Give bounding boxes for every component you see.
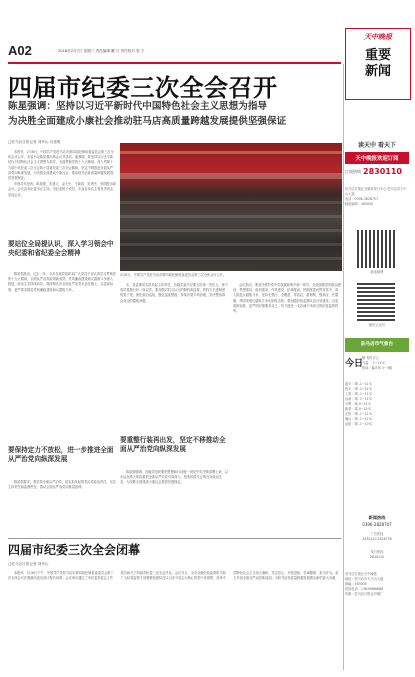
weather-today: 晴 有时多云 气温：-1~11℃ 风向：偏北风 2~3级 (362, 356, 393, 370)
weather-city-row: 泌阳：晴 -1~10℃ (345, 422, 373, 426)
section-heading-1: 要站位全局提认识，深入学习领会中央纪委和省纪委全会精神 (8, 240, 114, 257)
lead-subtitle-1: 陈星强调：坚持以习近平新时代中国特色社会主义思想为指导 (8, 101, 268, 112)
section-body-2: 陈星强要求，要坚持全面从严治党，切实担负起管党治党政治责任，压实主体责任和监督责任，推动全面从严治党向基层延伸。 (8, 480, 116, 490)
middle-body-1: 市、县委要切实担负起主体责任，各级党委书记要当好第一责任人，班子成员要履行好一岗双责。要加强对权力运行的制约和监督，把权力关进制度的笼子里，深化政治巡视，强化巡视整改，持续开展专项治理，坚决整治群众身边的腐败问题。 (120, 283, 228, 303)
middle-heading: 要重整行装再出发，坚定不移推动全面从严治党向纵深发展 (120, 436, 226, 453)
lead-body (8, 150, 116, 235)
contact-head: 新闻热线 (368, 515, 386, 520)
second-body: 本报讯 2月6日下午，中国共产党驻马店市第四届纪律检查委员会第三次全体会议在圆满完成各项议程后闭幕。会议审议通过了市纪委常委会工作报告和关于四届市纪委三次全会决议。会议号召，全市各级纪检监察机关和广大纪检监察干部要紧密团结在以习近平同志为核心的党中央周围，高举中国特色社会主义伟大旗帜，坚定信心、开拓进取，忠诚履职、担当作为，奋力开创全面从严治党新局面，为驻马店高质量跨越发展做出新的更大贡献。 (8, 571, 339, 581)
qr-code-weibo (357, 230, 395, 268)
weather-city-row: 确山：晴 -1~11℃ (345, 417, 373, 421)
qr-code-wechat (357, 283, 395, 321)
office-info: 驻马店日报社天中晚报 地址：驻马店市天中山大道 邮编：463000 投诉电话：13839966888 印刷：驻马店日报社印刷厂 (345, 572, 384, 596)
weather-city-row: 上蔡：晴 -1~11℃ (345, 392, 373, 396)
masthead-section: 重要新闻 (364, 48, 391, 79)
middle-body-2: 陈星强强调，各级党组织要把思想和行动统一到党中央决策部署上来，以永远在路上的执着把全面从严治党引向深入，营造风清气正的良好政治生态，为决胜全面建成小康社会提供坚强保证。 (120, 470, 228, 485)
promo-banner: 天中晚报欢迎订阅 (345, 152, 409, 164)
masthead-logo (345, 28, 411, 100)
weather-city-row: 西平：晴 -1~11℃ (345, 387, 373, 391)
qr-caption-wechat: 微信公众号 (369, 323, 385, 327)
lead-title: 四届市纪委三次全会召开 (8, 74, 278, 102)
photo-caption: 2月6日，中国共产党驻马店市第四届纪律检查委员会第三次全体会议召开。 (120, 273, 227, 277)
qr-caption-weibo: 新浪微博 (370, 270, 384, 274)
section-body-1: 陈星强指出，过去一年，全市各级党组织和广大党员干部认真学习贯彻党的十九大精神，全面从严治党取得新成效，党风廉政建设和反腐败斗争深入推进，政治生态持续向好。要深刻认识全面从严治党永远在路上，以更高标准、更严要求推进党风廉政建设和反腐败斗争。 (8, 272, 116, 292)
weather-brand-text: 驻马店市气象台 (360, 342, 394, 347)
page-number: A02 (8, 43, 32, 58)
weather-city-row: 遂平：晴 -1~11℃ (345, 382, 373, 386)
weather-brand (345, 338, 409, 352)
header-rule (8, 62, 341, 64)
weather-city-row: 平舆：晴 0~11℃ (345, 402, 372, 406)
promo-box (345, 140, 409, 180)
second-article-rule (8, 538, 341, 539)
contact-distribution: 发行热线 2830110 (369, 550, 385, 559)
lead-paragraph: 本报讯 2月6日，中国共产党驻马店市第四届纪律检查委员会第三次全体会议召开，市委书记陈星强出席会议并讲话。他强调，要坚持以习近平新时代中国特色社会主义思想为指导，全面贯彻党的十九大精神，深入贯彻十九届中央纪委二次全会和十届省纪委三次全会精神，坚定不移推进全面从严治党向纵深发展，为决胜全面建成小康社会、推动驻马店高质量跨越发展提供坚强保证。 (8, 150, 114, 181)
weather-city-row: 汝南：晴 -1~11℃ (345, 397, 373, 401)
lead-byline: □驻马店日报记者 刘华山 付建明 (8, 140, 61, 144)
second-byline: □驻马店日报记者 刘华山 (8, 562, 49, 566)
issue-meta: 2018年2月7日 星期三 责任编辑 戴 江 责任校对 张 宁 (58, 49, 145, 53)
promo-text: 读天中 看天下 (357, 142, 397, 149)
hotline-number: 2830110 (363, 167, 402, 176)
weather-city-row: 新蔡：晴 0~11℃ (345, 407, 372, 411)
sidebar-divider (343, 64, 344, 670)
second-title: 四届市纪委三次全会闭幕 (8, 543, 141, 557)
sidebar-address: 驻马店日报社全媒体发行中心 驻马店市天中山大道 电话：0396-3828707 邮政编码：463000 (345, 187, 407, 206)
right-body: 会议指出，要坚决维护党中央权威和集中统一领导，全面加强党的政治建设、思想建设、组织建设、作风建设、纪律建设，把制度建设贯穿其中，深入推进反腐败斗争，坚持无禁区、全覆盖、零容忍，重遏制、强高压、长震慑，巩固发展反腐败斗争压倒性态势。要加强纪检监察队伍自身建设，以更高的标准、更严的纪律要求自己，努力建设一支忠诚干净担当的纪检监察铁军。 (233, 283, 341, 314)
lead-subtitle-2: 为决胜全面建成小康社会推动驻马店高质量跨越发展提供坚强保证 (8, 116, 287, 127)
contact-phone: 0396-2828707 (362, 522, 392, 527)
meeting-photo (120, 143, 342, 271)
weather-city-row: 正阳：晴 -1~11℃ (345, 412, 373, 416)
masthead-name: 天中晚报 (364, 32, 392, 41)
contact-ads: 广告热线 2830110 2828726 (362, 532, 392, 541)
weather-city-list (345, 382, 409, 427)
hotline-label: 订阅热线 (345, 168, 361, 174)
lead-paragraph: 市领导朱是西、陈星强、朱建文、金大中、王新春、吴秀杰、李国胜出席会议。会议由市纪委书记主持。市纪委班子成员、市直各单位主要负责同志参加会议。 (8, 182, 116, 197)
weather-title: 今日 (345, 359, 364, 369)
section-heading-2: 要保持定力不放松，进一步推进全面从严治党向纵深发展 (8, 446, 114, 463)
